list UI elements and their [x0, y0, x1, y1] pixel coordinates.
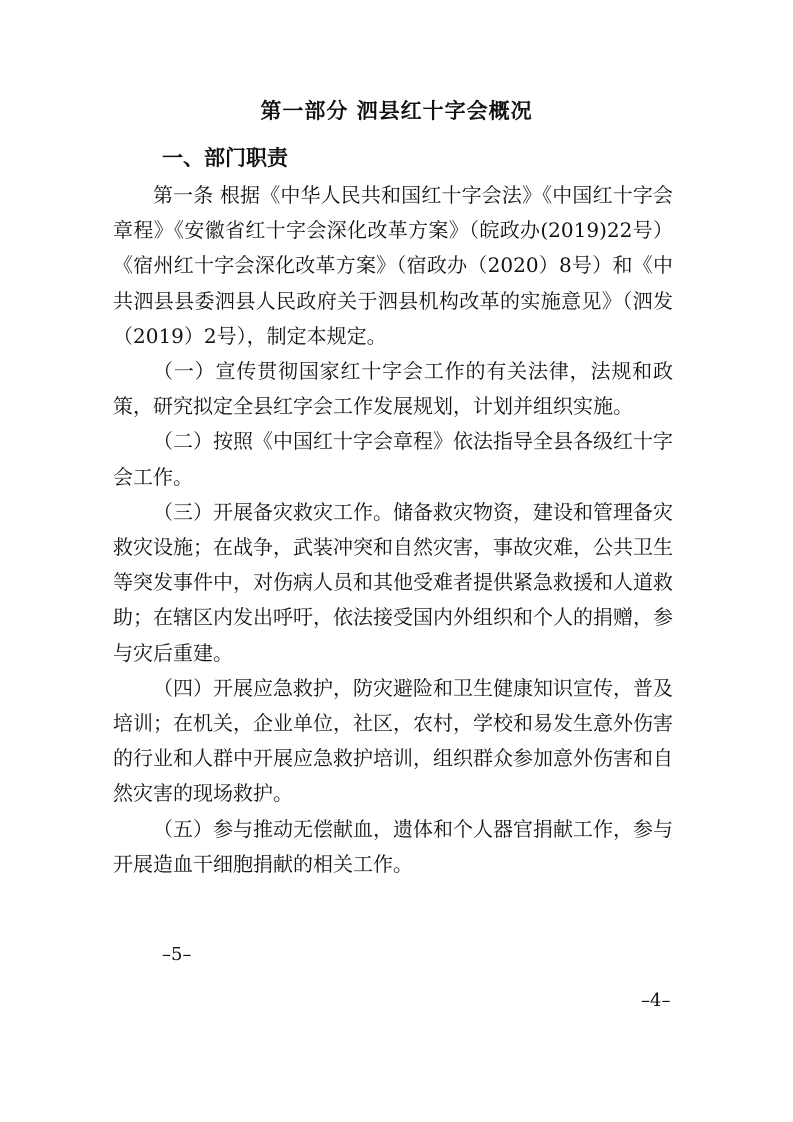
paragraph-item-1: （一）宣传贯彻国家红十字会工作的有关法律，法规和政策，研究拟定全县红字会工作发展规划，计划并组织实施。: [113, 359, 673, 419]
paragraph-item-3: （三）开展备灾救灾工作。储备救灾物资，建设和管理备灾救灾设施；在战争，武装冲突和自然灾害，事故灾难，公共卫生等突发事件中，对伤病人员和其他受难者提供紧急救援和人道救助；在辖区内发出呼吁，依法接受国内外组织和个人的捐赠，参与灾后重建。: [113, 499, 673, 665]
paragraph-item-2: （二）按照《中国红十字会章程》依法指导全县各级红十字会工作。: [113, 429, 673, 489]
page-number: –4–: [641, 990, 671, 1011]
paragraph-item-4: （四）开展应急救护，防灾避险和卫生健康知识宣传，普及培训；在机关，企业单位，社区，农村，学校和易发生意外伤害的行业和人群中开展应急救护培训，组织群众参加意外伤害和自然灾害的现场救护。: [113, 675, 673, 806]
inner-page-number: –5–: [162, 944, 192, 965]
paragraph-item-5: （五）参与推动无偿献血，遗体和个人器官捐献工作，参与开展造血干细胞捐献的相关工作。: [113, 816, 673, 876]
body-text: [113, 178, 673, 882]
section-heading: 一、部门职责: [162, 146, 288, 170]
paragraph-article-1: 第一条 根据《中华人民共和国红十字会法》《中国红十字会章程》《安徽省红十字会深化改革方案》（皖政办(2019)22号）《宿州红十字会深化改革方案》（宿政办（2020）8号）和《中共泗县县委泗县人民政府关于泗县机构改革的实施意见》（泗发（2019）2号），制定本规定。: [113, 183, 673, 348]
document-title: 第一部分 泗县红十字会概况: [260, 99, 533, 123]
